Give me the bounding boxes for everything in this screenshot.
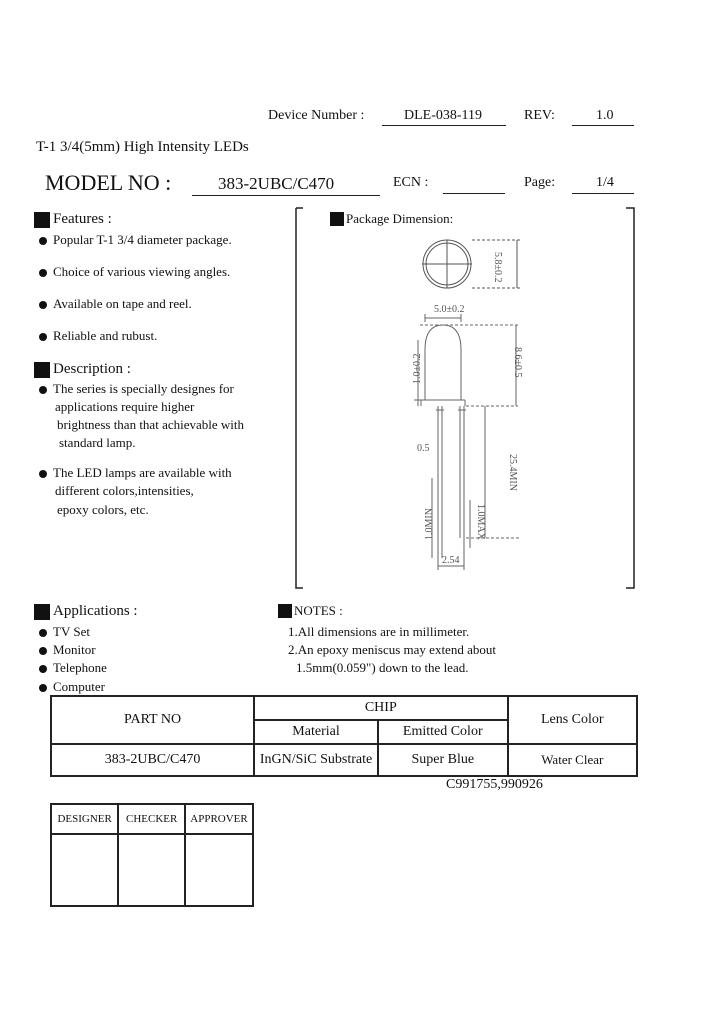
description-title: Description : [53, 361, 131, 377]
package-dimension-frame [290, 200, 640, 592]
package-title: Package Dimension: [346, 211, 454, 226]
feature-item: Available on tape and reel. [53, 296, 192, 311]
device-number-underline [382, 125, 506, 126]
application-item: Telephone [53, 660, 107, 675]
parts-table [50, 695, 638, 777]
device-number-value: DLE-038-119 [404, 108, 483, 123]
features-square-icon [34, 212, 50, 228]
description-line: brightness than that achievable with [57, 417, 245, 432]
package-square-icon [330, 212, 344, 226]
header-emitted-color: Emitted Color [378, 720, 508, 744]
description-square-icon [34, 362, 50, 378]
features-title: Features : [53, 211, 112, 227]
description-line: applications require higher [55, 399, 195, 414]
bullet-icon [39, 647, 47, 655]
header-lens-color: Lens Color [508, 696, 637, 744]
note-line: 2.An epoxy meniscus may extend about [288, 642, 496, 657]
cell-part-no: 383-2UBC/C470 [51, 744, 254, 776]
description-line: The LED lamps are available with [53, 465, 232, 480]
header-part-no: PART NO [51, 696, 254, 744]
notes-square-icon [278, 604, 292, 618]
approver-signature-cell [185, 834, 253, 906]
designer-signature-cell [51, 834, 118, 906]
led-top-view [422, 240, 520, 288]
application-item: Monitor [53, 642, 96, 657]
feature-item: Choice of various viewing angles. [53, 264, 231, 279]
subtitle: T-1 3/4(5mm) High Intensity LEDs [36, 139, 249, 155]
dim-label: 1.0MAX [475, 504, 486, 540]
approver-header: APPROVER [185, 804, 253, 834]
bullet-icon [39, 386, 47, 394]
dim-label: 5.0±0.2 [434, 304, 465, 315]
bullet-icon [39, 684, 47, 692]
description-line: different colors,intensities, [55, 483, 194, 498]
dim-label: 25.4MIN [507, 454, 518, 491]
note-line: 1.All dimensions are in millimeter. [288, 624, 470, 639]
applications-square-icon [34, 604, 50, 620]
dim-label: 8.6±0.5 [512, 347, 523, 378]
designer-header: DESIGNER [51, 804, 118, 834]
bullet-icon [39, 237, 47, 245]
rev-value: 1.0 [596, 108, 614, 123]
ecn-underline [443, 193, 505, 194]
header-material: Material [254, 720, 378, 744]
cell-lens-color: Water Clear [508, 744, 637, 776]
device-number-label: Device Number : [268, 108, 365, 123]
signoff-table [50, 803, 254, 907]
model-underline [192, 195, 380, 196]
model-label: MODEL NO : [45, 170, 172, 195]
bullet-icon [39, 470, 47, 478]
application-item: Computer [53, 679, 105, 694]
dim-label: 5.8±0.2 [492, 252, 503, 283]
rev-label: REV: [524, 108, 555, 123]
bullet-icon [39, 333, 47, 341]
header-chip: CHIP [254, 696, 507, 720]
model-value: 383-2UBC/C470 [218, 174, 335, 193]
description-line: epoxy colors, etc. [57, 502, 149, 517]
note-line: 1.5mm(0.059") down to the lead. [296, 660, 469, 675]
checker-header: CHECKER [118, 804, 185, 834]
bullet-icon [39, 269, 47, 277]
dim-label: 2.54 [442, 555, 460, 566]
bullet-icon [39, 665, 47, 673]
dim-label: 1.0MIN [424, 508, 435, 540]
bullet-icon [39, 301, 47, 309]
ecn-label: ECN : [393, 175, 429, 190]
cell-emitted-color: Super Blue [378, 744, 508, 776]
bullet-icon [39, 629, 47, 637]
page-label: Page: [524, 175, 556, 190]
notes-title: NOTES : [294, 603, 343, 618]
feature-item: Popular T-1 3/4 diameter package. [53, 232, 232, 247]
document-code: C991755,990926 [446, 777, 543, 792]
dim-label: 1.0±0.2 [412, 353, 423, 384]
checker-signature-cell [118, 834, 185, 906]
rev-underline [572, 125, 634, 126]
applications-title: Applications : [53, 603, 138, 619]
cell-material: InGN/SiC Substrate [254, 744, 378, 776]
description-line: standard lamp. [59, 435, 136, 450]
page-underline [572, 193, 634, 194]
dim-label: 0.5 [417, 443, 430, 454]
application-item: TV Set [53, 624, 90, 639]
feature-item: Reliable and rubust. [53, 328, 158, 343]
description-line: The series is specially designes for [53, 381, 234, 396]
page-value: 1/4 [596, 175, 614, 190]
